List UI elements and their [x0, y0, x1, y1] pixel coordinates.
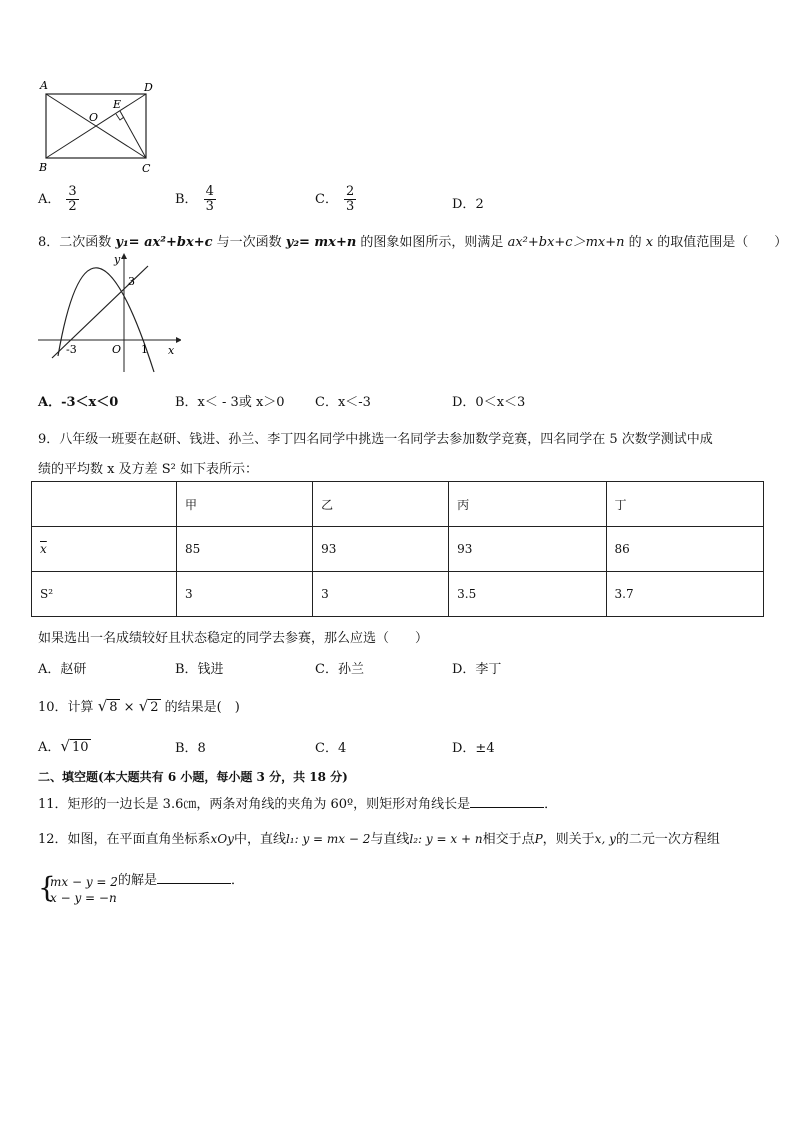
- q10-question: 10．计算 √ 8 × √ 2 的结果是( ): [38, 697, 240, 715]
- table-cell: 3: [177, 572, 313, 617]
- rectangle-figure: [36, 78, 158, 176]
- table-cell: S²: [32, 572, 177, 617]
- fraction: $\frac{2}{3}$: [345, 184, 355, 214]
- q8-option-b: B．x＜ - 3或 x＞0: [175, 395, 285, 410]
- table-cell: 甲: [177, 482, 313, 527]
- q10-option-b: B．8: [175, 741, 206, 756]
- q8-option-c: C．x＜-3: [315, 395, 371, 410]
- label-a: A: [40, 79, 48, 92]
- q9-question-line2: 绩的平均数 x 及方差 S² 如下表所示：: [38, 462, 258, 477]
- score-table: [31, 481, 764, 617]
- q9-option-b: B．钱进: [175, 662, 224, 677]
- label-c: C: [142, 162, 151, 175]
- parabola: [58, 268, 154, 372]
- x-label: x: [168, 344, 175, 357]
- fraction: $\frac{3}{2}$: [68, 184, 77, 214]
- table-cell: 3.5: [449, 572, 606, 617]
- q7-option-b: B． $\frac{4}{3}$: [175, 184, 214, 214]
- table-cell: 86: [606, 527, 763, 572]
- q8-option-a: A．-3＜x＜0: [38, 395, 119, 410]
- table-cell: 85: [177, 527, 313, 572]
- tick-1: 1: [141, 343, 148, 356]
- y-label: y: [114, 253, 121, 266]
- q10-option-c: C．4: [315, 741, 347, 756]
- perpendicular-ce: [120, 111, 146, 158]
- q10-option-a: A．√ 10: [38, 737, 89, 755]
- sqrt-icon: √: [138, 697, 149, 715]
- q11-question: 11．矩形的一边长是 3.6㎝，两条对角线的夹角为 60º，则矩形对角线长是 ．: [38, 797, 558, 812]
- table-cell: 93: [449, 527, 606, 572]
- table-cell: 乙: [313, 482, 449, 527]
- q12-answer-line: 的解是 ．: [118, 873, 245, 888]
- tick-3: 3: [128, 275, 135, 288]
- q8-option-d: D．0＜x＜3: [452, 395, 526, 410]
- label-b: B: [39, 161, 48, 174]
- q9-option-a: A．赵研: [38, 662, 87, 677]
- table-header-row: [32, 482, 764, 527]
- table-cell: 丙: [449, 482, 606, 527]
- label-e: E: [113, 98, 122, 111]
- q9-option-d: D．李丁: [452, 662, 502, 677]
- table-cell: 3: [313, 572, 449, 617]
- sqrt-icon: √: [97, 697, 108, 715]
- q9-option-c: C．孙兰: [315, 662, 364, 677]
- answer-blank[interactable]: [470, 795, 544, 808]
- label-d: D: [144, 81, 153, 94]
- table-row: [32, 572, 764, 617]
- table-row: [32, 527, 764, 572]
- function-graph: [36, 252, 181, 374]
- section-heading: 二、填空题(本大题共有 6 小题，每小题 3 分，共 18 分): [38, 770, 348, 784]
- x-axis-arrow: [176, 337, 181, 343]
- fraction: $\frac{4}{3}$: [205, 184, 214, 214]
- q12-question: 12．如图，在平面直角坐标系xOy中，直线l₁: y = mx − 2与直线l₂: y = x + n相交于点P，则关于x, y的二元一次方程组: [38, 832, 720, 847]
- table-cell: 丁: [606, 482, 763, 527]
- answer-blank[interactable]: [157, 871, 231, 884]
- q10-option-d: D．±4: [452, 741, 495, 756]
- table-cell: 93: [313, 527, 449, 572]
- label-o: O: [89, 111, 99, 124]
- brace-icon: {: [38, 871, 56, 904]
- q7-option-a: A． $\frac{3}{2}$: [38, 184, 77, 214]
- q7-option-c: C． $\frac{2}{3}$: [315, 184, 355, 214]
- mean-symbol: $\overline{x}$: [40, 542, 47, 556]
- sqrt-icon: √: [60, 737, 70, 755]
- origin-label: O: [112, 343, 122, 356]
- q9-question-line1: 9．八年级一班要在赵研、钱进、孙兰、李丁四名同学中挑选一名同学去参加数学竞赛，四名同学在 5 次数学测试中成: [38, 432, 713, 447]
- equation-system: mx − y = 2 x − y = −n: [50, 875, 118, 905]
- q7-option-d: D．2: [452, 197, 484, 212]
- tick-neg3: -3: [66, 343, 77, 356]
- table-cell: [32, 482, 177, 527]
- table-cell: 3.7: [606, 572, 763, 617]
- q9-prompt: 如果选出一名成绩较好且状态稳定的同学去参赛，那么应选（ ）: [38, 631, 429, 646]
- q8-question: 8．二次函数 y₁= ax²+bx+c 与一次函数 y₂= mx+n 的图象如图所示，则满足 ax²+bx+c＞mx+n 的 x 的取值范围是（ ）: [38, 235, 788, 250]
- table-cell: [32, 527, 177, 572]
- y-axis-arrow: [121, 253, 127, 259]
